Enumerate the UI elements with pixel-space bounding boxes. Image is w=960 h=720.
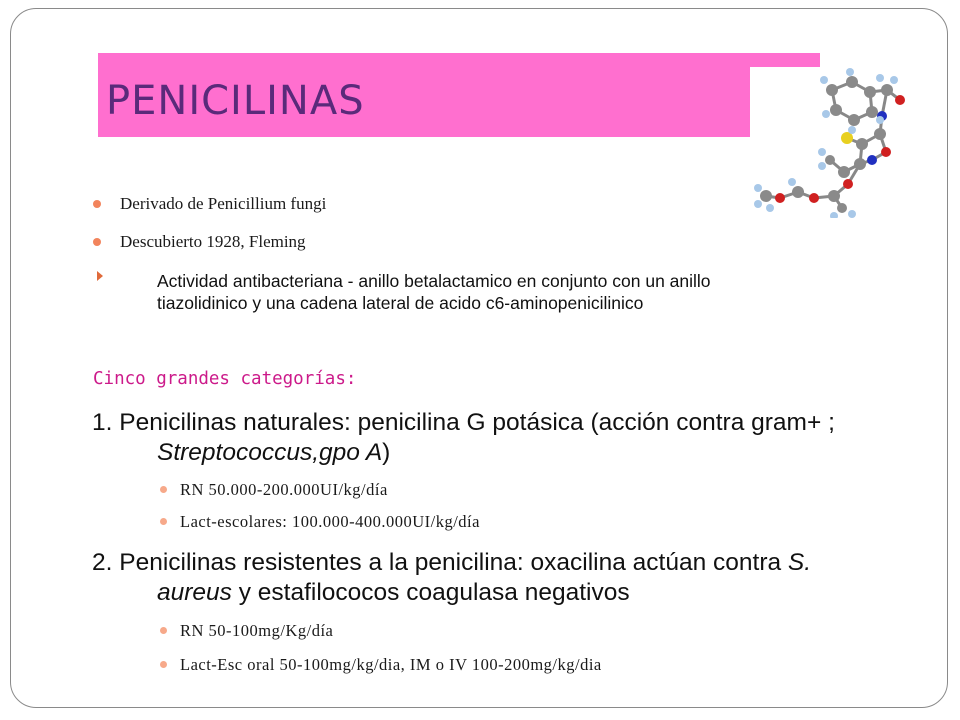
activity-text <box>157 270 897 314</box>
category-1-tail: ) <box>382 439 391 466</box>
category-2-lead: 2. Penicilinas resistentes a la penicilina: oxacilina actúan contra <box>92 549 788 576</box>
sub-bullet-dot <box>160 627 167 634</box>
category-2-tail: y estafilococos coagulasa negativos <box>231 579 630 606</box>
bullet-origin: Derivado de Penicillium fungi <box>120 194 327 213</box>
category-2-organism-a: S. <box>787 549 812 576</box>
categories-heading: Cinco grandes categorías: <box>93 369 357 389</box>
category-1-lead: 1. Penicilinas naturales: penicilina G potásica (acción contra gram+ ; <box>92 409 835 436</box>
activity-line-2: tiazolidinico y una cadena lateral de acido c6-aminopenicilinico <box>157 293 644 313</box>
sub-bullet-dot <box>160 661 167 668</box>
category-1-dose-rn: RN 50.000-200.000UI/kg/día <box>180 480 388 499</box>
category-2-dose-rn: RN 50-100mg/Kg/día <box>180 621 334 640</box>
sub-bullet-dot <box>160 518 167 525</box>
molecule-image <box>752 68 922 218</box>
bullet-dot <box>93 238 101 246</box>
category-1-organism: Streptococcus,gpo A <box>157 439 383 466</box>
title-band-top <box>98 53 820 67</box>
category-2 <box>92 548 912 608</box>
category-2-dose-lact: Lact-Esc oral 50-100mg/kg/dia, IM o IV 100-200mg/kg/dia <box>180 655 602 674</box>
slide-title: PENICILINAS <box>106 78 365 124</box>
arrow-bullet-icon <box>97 271 103 281</box>
category-1-dose-lact: Lact-escolares: 100.000-400.000UI/kg/día <box>180 512 480 531</box>
category-2-organism-b: aureus <box>157 579 232 606</box>
sub-bullet-dot <box>160 486 167 493</box>
category-1 <box>92 408 912 468</box>
activity-line-1: Actividad antibacteriana - anillo betalactamico en conjunto con un anillo <box>157 271 711 291</box>
bullet-dot <box>93 200 101 208</box>
bullet-discovery: Descubierto 1928, Fleming <box>120 232 306 251</box>
